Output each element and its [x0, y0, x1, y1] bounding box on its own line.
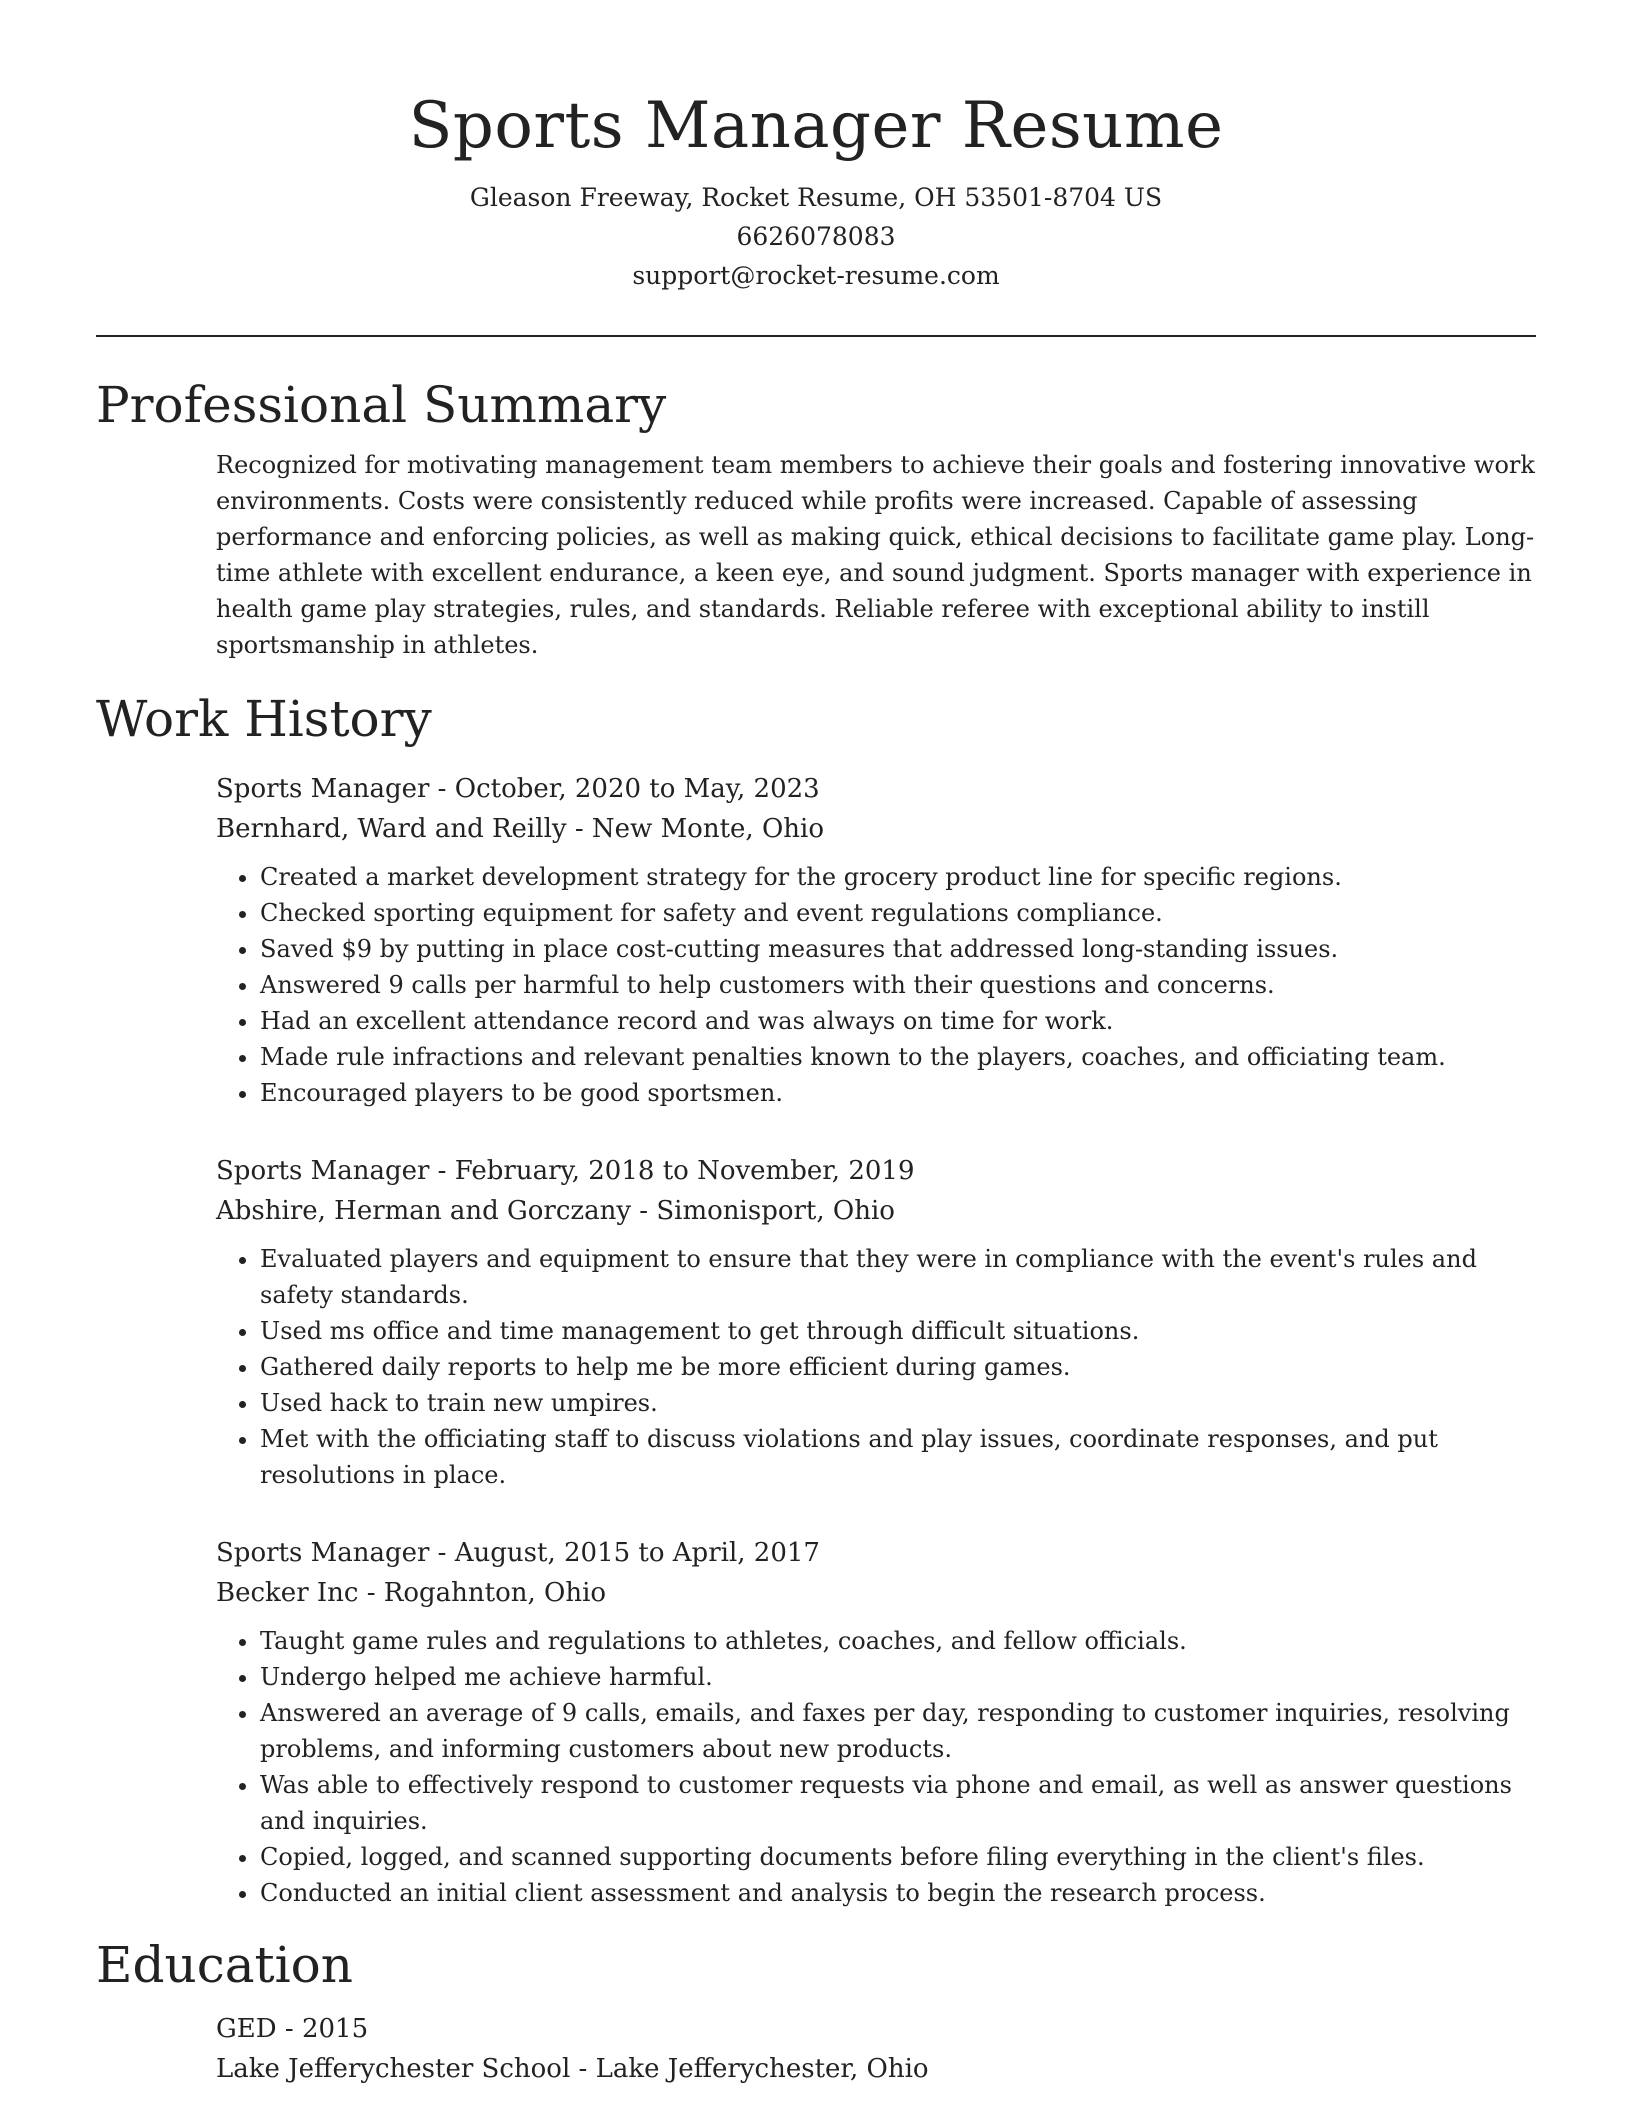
job-title-line — [216, 769, 1536, 809]
job-location: New Monte, Ohio — [591, 814, 824, 844]
degree-line — [216, 2009, 1536, 2049]
job-title-line — [216, 1151, 1536, 1191]
job-bullet: • Created a market development strategy for the grocery product line for specific regions. — [260, 859, 1536, 895]
job-bullet: • Evaluated players and equipment to ensure that they were in compliance with the event's rules and safety standards. — [260, 1241, 1536, 1313]
education-entry — [216, 2009, 1536, 2089]
separator: - — [566, 814, 592, 844]
separator: - — [429, 1538, 455, 1568]
work-history-heading: Work History — [96, 690, 432, 748]
job-bullet: • Taught game rules and regulations to athletes, coaches, and fellow officials. — [260, 1623, 1536, 1659]
job-role: Sports Manager — [216, 1538, 430, 1568]
address-line: Gleason Freeway, Rocket Resume, OH 53501-8704 US — [469, 183, 1163, 212]
job-bullet: • Met with the officiating staff to discuss violations and play issues, coordinate responses, and put resolutions in place. — [260, 1421, 1536, 1493]
job-bullet: • Answered 9 calls per harmful to help customers with their questions and concerns. — [260, 967, 1536, 1003]
separator: - — [631, 1196, 657, 1226]
phone-line: 6626078083 — [736, 222, 896, 251]
job-entry — [216, 1151, 1536, 1493]
degree: GED — [216, 2014, 277, 2044]
job-dates: August, 2015 to April, 2017 — [454, 1538, 820, 1568]
job-company-line — [216, 1191, 1536, 1231]
contact-block — [96, 178, 1536, 295]
summary-heading: Professional Summary — [96, 376, 667, 434]
separator: - — [276, 2014, 302, 2044]
job-bullet: • Answered an average of 9 calls, emails, and faxes per day, responding to customer inquiries, resolving problems, and informing customers about new products. — [260, 1695, 1536, 1767]
job-bullet: • Was able to effectively respond to customer requests via phone and email, as well as answer questions and inquiries. — [260, 1767, 1536, 1839]
job-dates: February, 2018 to November, 2019 — [454, 1156, 915, 1186]
job-bullet: • Encouraged players to be good sportsmen. — [260, 1075, 1536, 1111]
job-bullet: • Undergo helped me achieve harmful. — [260, 1659, 1536, 1695]
job-entry — [216, 769, 1536, 1111]
job-bullets — [216, 1623, 1536, 1911]
job-bullets — [216, 1241, 1536, 1493]
job-company: Bernhard, Ward and Reilly — [216, 814, 567, 844]
job-bullet: • Had an excellent attendance record and was always on time for work. — [260, 1003, 1536, 1039]
separator: - — [429, 774, 455, 804]
job-company-line — [216, 809, 1536, 849]
school-name: Lake Jefferychester School — [216, 2054, 571, 2084]
separator: - — [570, 2054, 596, 2084]
job-bullet: • Copied, logged, and scanned supporting documents before filing everything in the client's files. — [260, 1839, 1536, 1875]
email-line: support@rocket-resume.com — [632, 261, 1000, 290]
job-bullet: • Used hack to train new umpires. — [260, 1385, 1536, 1421]
job-role: Sports Manager — [216, 774, 430, 804]
job-bullet: • Conducted an initial client assessment and analysis to begin the research process. — [260, 1875, 1536, 1911]
job-bullet: • Saved $9 by putting in place cost-cutting measures that addressed long-standing issues. — [260, 931, 1536, 967]
job-bullet: • Gathered daily reports to help me be more efficient during games. — [260, 1349, 1536, 1385]
header-divider — [96, 335, 1536, 337]
job-title-line — [216, 1533, 1536, 1573]
job-role: Sports Manager — [216, 1156, 430, 1186]
job-entry — [216, 1533, 1536, 1911]
job-location: Rogahnton, Ohio — [383, 1578, 607, 1608]
job-bullets — [216, 859, 1536, 1111]
school-line — [216, 2049, 1536, 2089]
school-location: Lake Jefferychester, Ohio — [595, 2054, 929, 2084]
job-bullet: • Checked sporting equipment for safety and event regulations compliance. — [260, 895, 1536, 931]
degree-year: 2015 — [301, 2014, 369, 2044]
separator: - — [429, 1156, 455, 1186]
job-dates: October, 2020 to May, 2023 — [454, 774, 820, 804]
summary-text: Recognized for motivating management team members to achieve their goals and fostering innovative work environments. Costs were consistently reduced while profits were increased. Capable of assessing performance and enforcing policies, as well as making quick, ethical decisions to facilitate game play. Long-time athlete with excellent endurance, a keen eye, and sound judgment. Sports manager with experience in health game play strategies, rules, and standards. Reliable referee with exceptional ability to instill sportsmanship in athletes. — [216, 451, 1535, 659]
job-company: Becker Inc — [216, 1578, 359, 1608]
resume-title: Sports Manager Resume — [408, 89, 1224, 163]
job-bullet: • Made rule infractions and relevant penalties known to the players, coaches, and officiating team. — [260, 1039, 1536, 1075]
job-location: Simonisport, Ohio — [656, 1196, 895, 1226]
job-bullet: • Used ms office and time management to get through difficult situations. — [260, 1313, 1536, 1349]
job-company-line — [216, 1573, 1536, 1613]
education-heading: Education — [96, 1936, 353, 1994]
resume-page — [96, 0, 1536, 2089]
separator: - — [358, 1578, 384, 1608]
job-company: Abshire, Herman and Gorczany — [216, 1196, 632, 1226]
